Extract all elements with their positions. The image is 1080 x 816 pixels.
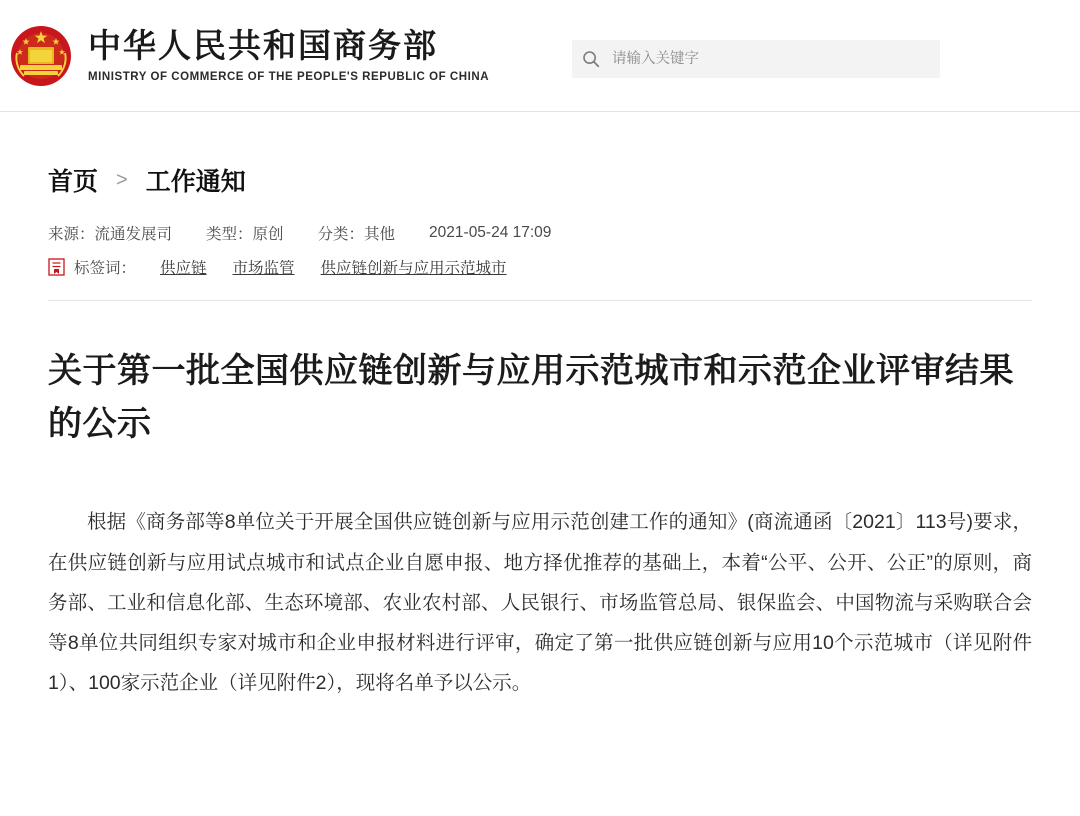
site-logo-text xyxy=(88,28,489,83)
article-tags xyxy=(48,256,1032,278)
article-meta xyxy=(48,222,1032,244)
meta-divider xyxy=(48,300,1032,301)
tag-item[interactable]: 供应链 xyxy=(160,260,207,277)
search-icon[interactable] xyxy=(572,40,610,78)
tag-icon xyxy=(48,258,65,276)
meta-category: 分类：其他 xyxy=(317,226,396,243)
meta-source: 来源：流通发展司 xyxy=(48,226,173,243)
article-paragraph: 根据《商务部等8单位关于开展全国供应链创新与应用示范创建工作的通知》(商流通函〔2021〕113号)要求，在供应链创新与应用试点城市和试点企业自愿申报、地方择优推荐的基础上，本着“公平、公开、公正”的原则，商务部、工业和信息化部、生态环境部、农业农村部、人民银行、市场监管总局、银保监会、中国物流与采购联合会等8单位共同组织专家对城市和企业申报材料进行评审，确定了第一批供应链创新与应用10个示范城市（详见附件1）、100家示范企业（详见附件2），现将名单予以公示。 xyxy=(48,511,1032,694)
meta-datetime: 2021-05-24 17:09 xyxy=(429,224,552,241)
site-title-en: MINISTRY OF COMMERCE OF THE PEOPLE'S REPUBLIC OF CHINA xyxy=(88,70,490,83)
tags-label: 标签词： xyxy=(74,260,137,277)
meta-type: 类型：原创 xyxy=(206,226,284,243)
breadcrumb xyxy=(48,112,1032,198)
breadcrumb-current[interactable]: 工作通知 xyxy=(145,168,246,196)
article-body xyxy=(48,502,1032,703)
tag-item[interactable]: 市场监管 xyxy=(232,260,295,277)
search-box[interactable] xyxy=(572,40,940,78)
breadcrumb-home[interactable]: 首页 xyxy=(48,168,99,196)
site-header xyxy=(0,0,1080,112)
page-content xyxy=(0,112,1080,703)
search-input[interactable] xyxy=(610,40,914,78)
site-title-cn: 中华人民共和国商务部 xyxy=(88,29,438,66)
national-emblem-icon xyxy=(10,25,72,87)
breadcrumb-separator-icon: > xyxy=(116,168,128,191)
page-title: 关于第一批全国供应链创新与应用示范城市和示范企业评审结果的公示 xyxy=(48,352,1014,443)
tag-item[interactable]: 供应链创新与应用示范城市 xyxy=(320,260,507,277)
